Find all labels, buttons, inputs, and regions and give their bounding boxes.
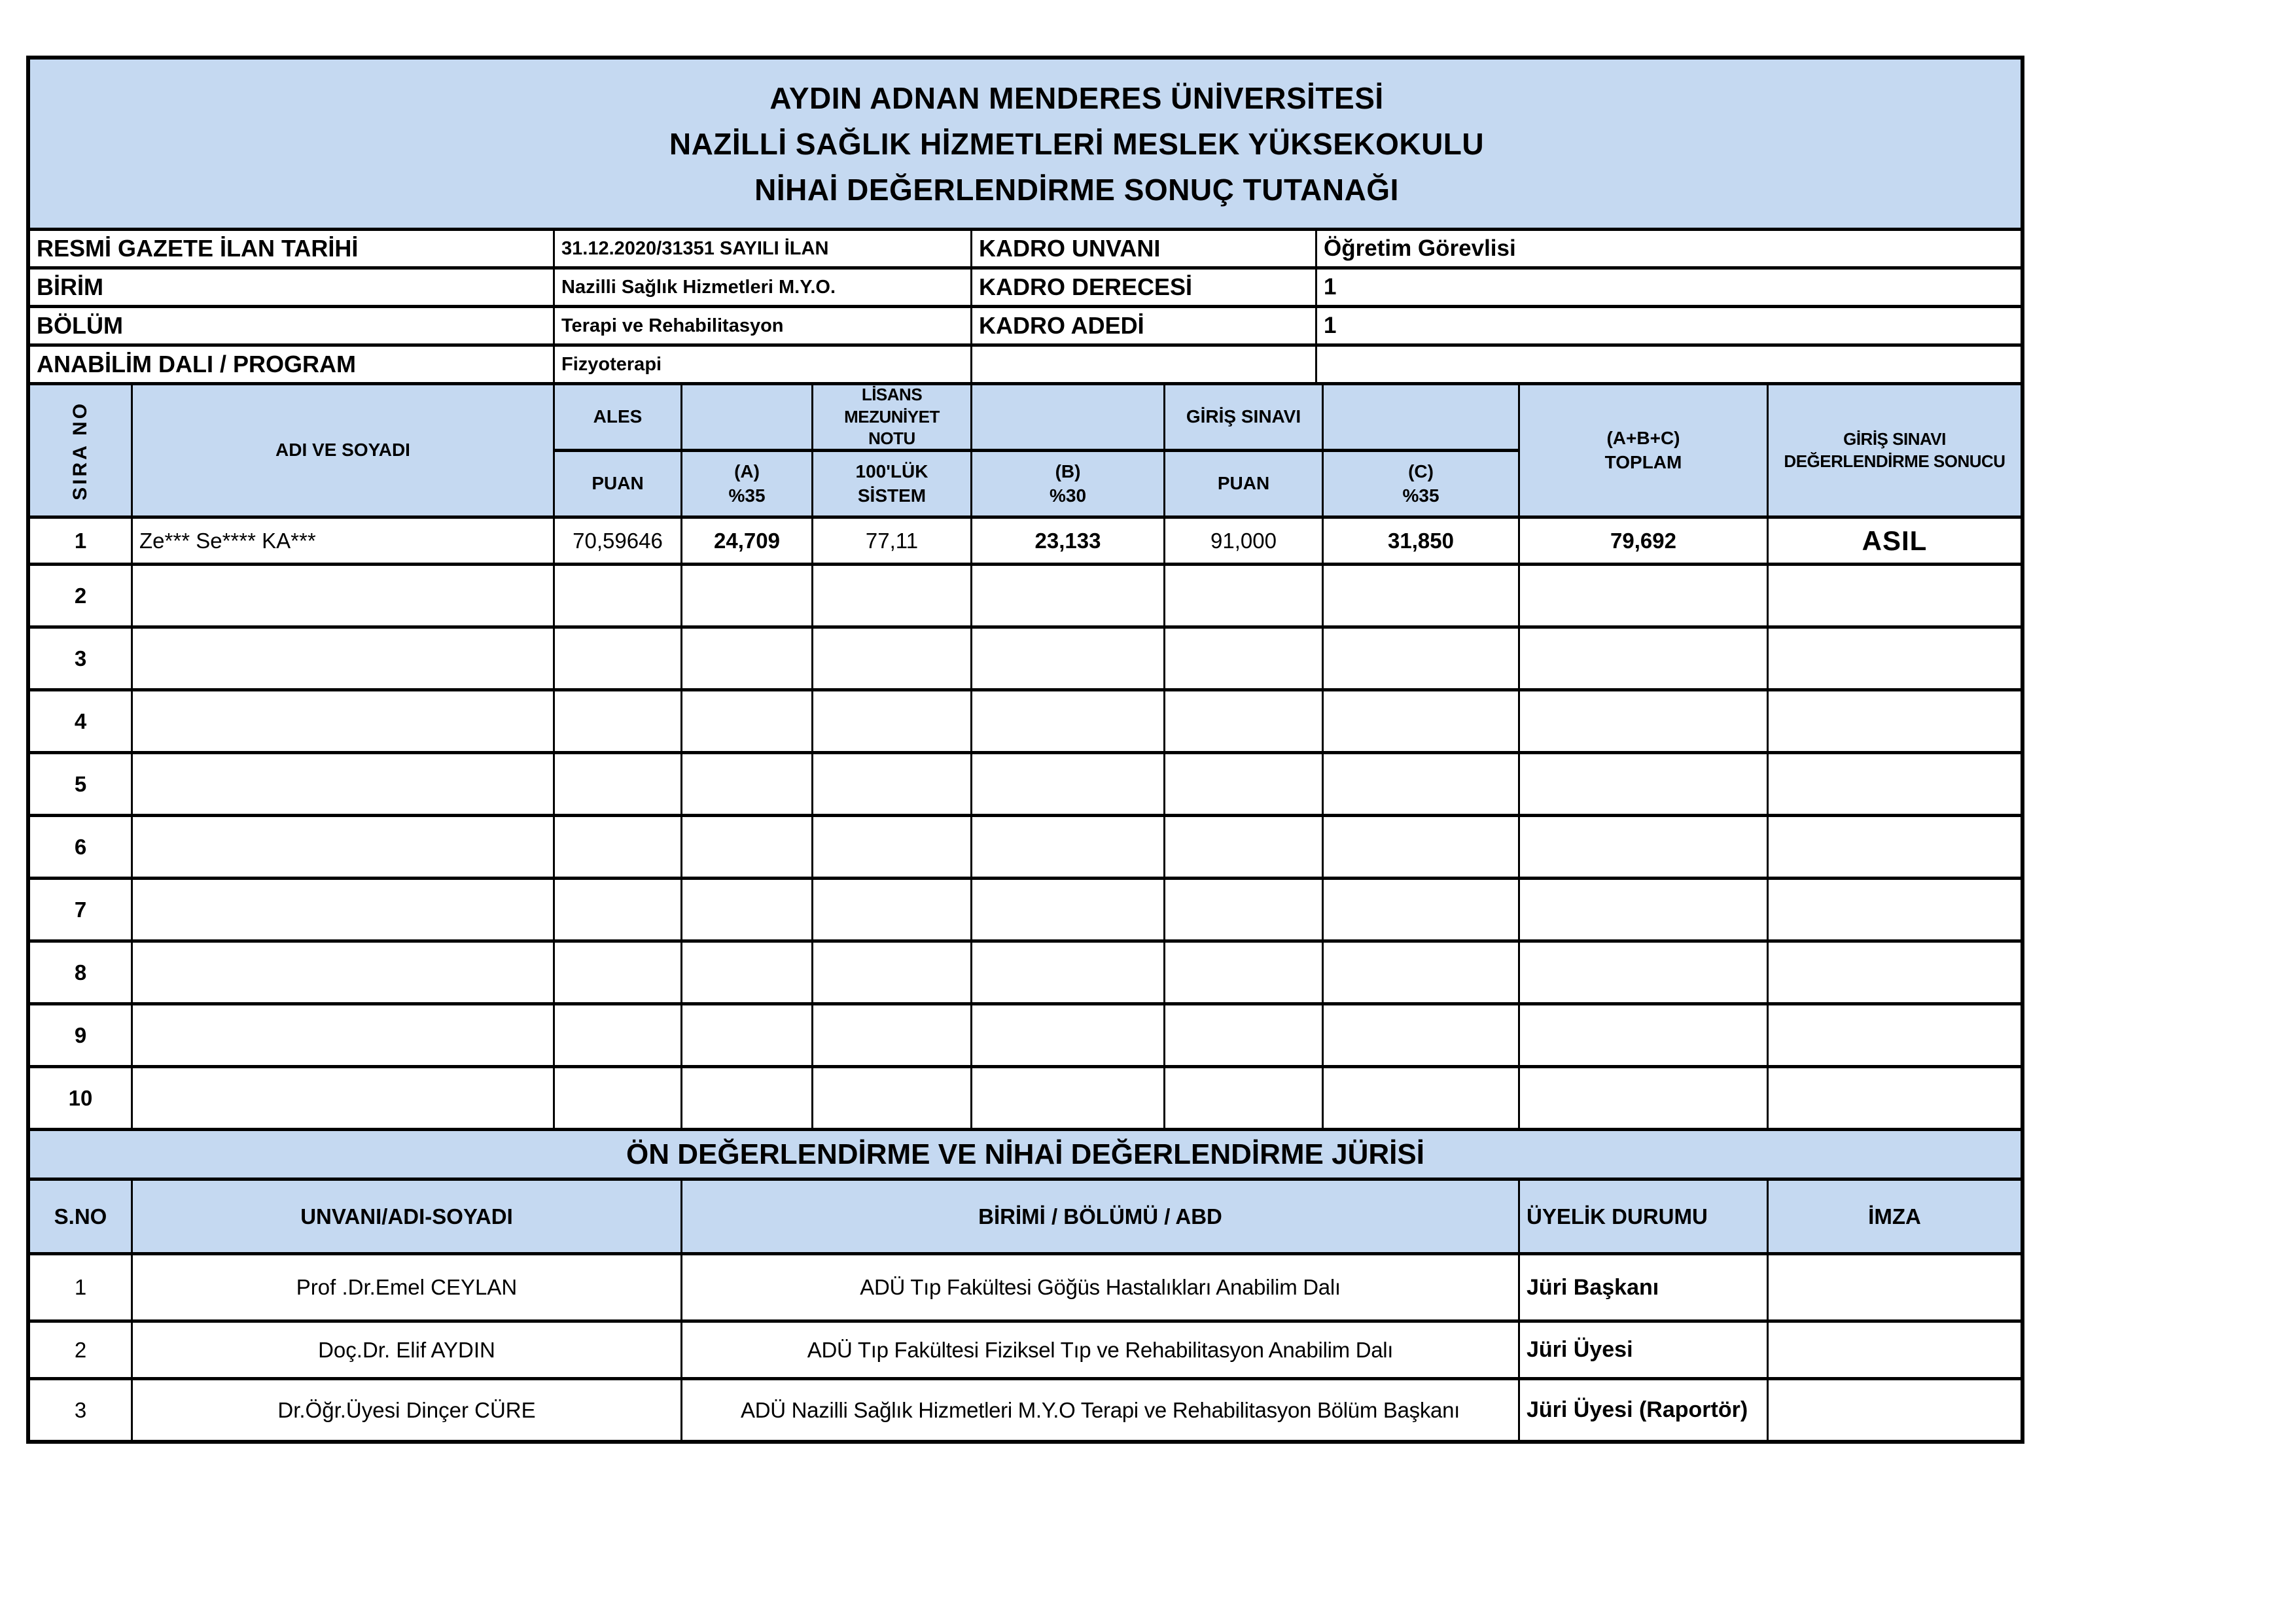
jury-member-unit: ADÜ Tıp Fakültesi Fiziksel Tıp ve Rehabilitasyon Anabilim Dalı — [682, 1323, 1520, 1380]
jury-member-signature — [1769, 1323, 2021, 1380]
jury-member-signature — [1769, 1380, 2021, 1440]
result-row-7 — [30, 880, 2021, 943]
giris-puan-value: 91,000 — [1165, 519, 1324, 566]
info-value-empty — [1317, 347, 2021, 385]
info-label-bolum: BÖLÜM — [30, 308, 555, 347]
row-number: 10 — [30, 1068, 133, 1131]
info-label-kadro-unvani: KADRO UNVANI — [972, 231, 1317, 270]
result-row-2 — [30, 566, 2021, 629]
jury-row-1 — [30, 1255, 2021, 1323]
candidate-name: Ze*** Se**** KA*** — [133, 519, 555, 566]
candidate-name — [133, 754, 555, 817]
candidate-name — [133, 817, 555, 880]
jury-row-2 — [30, 1323, 2021, 1380]
jury-header-imza: İMZA — [1769, 1181, 2021, 1255]
header-a-top-empty — [682, 385, 813, 452]
info-value-kadro-unvani: Öğretim Görevlisi — [1317, 231, 2021, 270]
candidate-name — [133, 629, 555, 691]
result-table-header — [30, 385, 2021, 519]
candidate-name — [133, 691, 555, 754]
row-number: 9 — [30, 1005, 133, 1068]
info-value-kadro-derecesi: 1 — [1317, 270, 2021, 308]
b30-value: 23,133 — [972, 519, 1165, 566]
a35-value: 24,709 — [682, 519, 813, 566]
info-value-bolum: Terapi ve Rehabilitasyon — [555, 308, 972, 347]
lisans-value: 77,11 — [813, 519, 972, 566]
result-row-9 — [30, 1005, 2021, 1068]
header-100luk-sistem: 100'LÜK SİSTEM — [813, 452, 972, 519]
evaluation-form — [26, 56, 2024, 1444]
row-number: 1 — [30, 519, 133, 566]
row-number: 3 — [30, 629, 133, 691]
sonuc-value: ASIL — [1769, 519, 2021, 566]
jury-header-s-no: S.NO — [30, 1181, 133, 1255]
jury-member-role: Jüri Üyesi (Raportör) — [1520, 1380, 1769, 1440]
jury-member-name: Doç.Dr. Elif AYDIN — [133, 1323, 682, 1380]
header-toplam: (A+B+C) TOPLAM — [1520, 385, 1769, 519]
info-label-gazette-date: RESMİ GAZETE İLAN TARİHİ — [30, 231, 555, 270]
result-row-4 — [30, 691, 2021, 754]
info-value-anabilim-dali: Fizyoterapi — [555, 347, 972, 385]
header-giris-puan: PUAN — [1165, 452, 1324, 519]
info-value-gazette-date: 31.12.2020/31351 SAYILI İLAN — [555, 231, 972, 270]
header-b-top-empty — [972, 385, 1165, 452]
info-section — [30, 231, 2021, 385]
result-row-6 — [30, 817, 2021, 880]
document-title: NİHAİ DEĞERLENDİRME SONUÇ TUTANAĞI — [754, 172, 1399, 207]
candidate-name — [133, 880, 555, 943]
ales-puan-value: 70,59646 — [555, 519, 682, 566]
row-number: 2 — [30, 566, 133, 629]
header-adi-ve-soyadi: ADI VE SOYADI — [133, 385, 555, 519]
info-label-kadro-derecesi: KADRO DERECESİ — [972, 270, 1317, 308]
jury-member-unit: ADÜ Nazilli Sağlık Hizmetleri M.Y.O Terapi ve Rehabilitasyon Bölüm Başkanı — [682, 1380, 1520, 1440]
header-c-35: (C) %35 — [1324, 452, 1520, 519]
candidate-name — [133, 566, 555, 629]
header-a-35: (A) %35 — [682, 452, 813, 519]
info-label-birim: BİRİM — [30, 270, 555, 308]
toplam-value: 79,692 — [1520, 519, 1769, 566]
info-label-empty — [972, 347, 1317, 385]
result-row-3 — [30, 629, 2021, 691]
jury-header-uyelik: ÜYELİK DURUMU — [1520, 1181, 1769, 1255]
sira-no-vertical-label: SIRA NO — [69, 400, 91, 500]
info-label-kadro-adedi: KADRO ADEDİ — [972, 308, 1317, 347]
jury-section-title: ÖN DEĞERLENDİRME VE NİHAİ DEĞERLENDİRME JÜRİSİ — [30, 1131, 2021, 1181]
jury-header-unvan: UNVANI/ADI-SOYADI — [133, 1181, 682, 1255]
header-ales-puan: PUAN — [555, 452, 682, 519]
jury-member-signature — [1769, 1255, 2021, 1323]
jury-member-role: Jüri Başkanı — [1520, 1255, 1769, 1323]
jury-header-birim: BİRİMİ / BÖLÜMÜ / ABD — [682, 1181, 1520, 1255]
school-name: NAZİLLİ SAĞLIK HİZMETLERİ MESLEK YÜKSEKOKULU — [669, 126, 1485, 161]
result-row-5 — [30, 754, 2021, 817]
c35-value: 31,850 — [1324, 519, 1520, 566]
jury-member-role: Jüri Üyesi — [1520, 1323, 1769, 1380]
header-c-top-empty — [1324, 385, 1520, 452]
info-value-birim: Nazilli Sağlık Hizmetleri M.Y.O. — [555, 270, 972, 308]
jury-row-3 — [30, 1380, 2021, 1440]
info-label-anabilim-dali: ANABİLİM DALI / PROGRAM — [30, 347, 555, 385]
jury-member-unit: ADÜ Tıp Fakültesi Göğüs Hastalıkları Anabilim Dalı — [682, 1255, 1520, 1323]
jury-member-number: 2 — [30, 1323, 133, 1380]
row-number: 4 — [30, 691, 133, 754]
jury-member-name: Prof .Dr.Emel CEYLAN — [133, 1255, 682, 1323]
jury-member-number: 3 — [30, 1380, 133, 1440]
header-giris-sinavi: GİRİŞ SINAVI — [1165, 385, 1324, 452]
row-number: 5 — [30, 754, 133, 817]
candidate-name — [133, 1068, 555, 1131]
row-number: 6 — [30, 817, 133, 880]
university-name: AYDIN ADNAN MENDERES ÜNİVERSİTESİ — [769, 80, 1384, 115]
candidate-name — [133, 943, 555, 1005]
header-giris-sinavi-sonucu: GİRİŞ SINAVI DEĞERLENDİRME SONUCU — [1769, 385, 2021, 519]
header-lisans-mezuniyet-notu: LİSANS MEZUNİYET NOTU — [813, 385, 972, 452]
row-number: 8 — [30, 943, 133, 1005]
jury-member-name: Dr.Öğr.Üyesi Dinçer CÜRE — [133, 1380, 682, 1440]
title-band — [30, 60, 2021, 231]
result-row-1 — [30, 519, 2021, 566]
row-number: 7 — [30, 880, 133, 943]
header-b-30: (B) %30 — [972, 452, 1165, 519]
jury-table-header — [30, 1181, 2021, 1255]
header-ales: ALES — [555, 385, 682, 452]
jury-member-number: 1 — [30, 1255, 133, 1323]
header-sira-no — [30, 385, 133, 519]
result-row-8 — [30, 943, 2021, 1005]
result-row-10 — [30, 1068, 2021, 1131]
candidate-name — [133, 1005, 555, 1068]
info-value-kadro-adedi: 1 — [1317, 308, 2021, 347]
